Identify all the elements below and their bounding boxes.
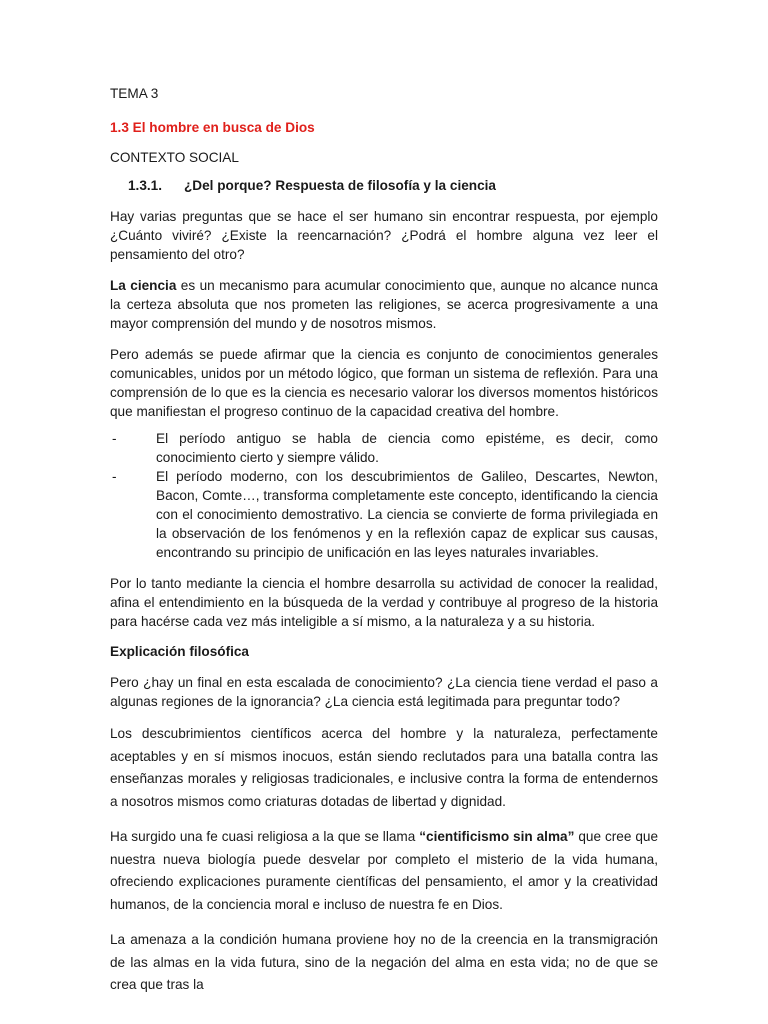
paragraph-questions-knowledge: Pero ¿hay un final en esta escalada de conocimiento? ¿La ciencia tiene verdad el paso a algunas regiones de la ignorancia? ¿La ciencia está legitimada para preguntar todo? — [110, 675, 658, 709]
paragraph-threat: La amenaza a la condición humana proviene hoy no de la creencia en la transmigración de las almas en la vida futura, sino de la negación del alma en esta vida; no de que se crea que tras la — [110, 932, 658, 992]
bullet-dash: - — [112, 469, 117, 484]
list-item — [110, 467, 658, 562]
list-item-text: El período antiguo se habla de ciencia como epistéme, es decir, como conocimiento cierto y siempre válido. — [156, 431, 658, 465]
list-item-text: El período moderno, con los descubrimientos de Galileo, Descartes, Newton, Bacon, Comte…, transforma completamente este concepto, identificando la ciencia con el conocimiento demostrativo. La ciencia se convierte de forma privilegiada en la observación de los fenómenos y en la reflexión capaz de explicar sus causas, encontrando su principio de unificación en las leyes naturales invariables. — [156, 469, 658, 560]
topic-label: TEMA 3 — [110, 86, 159, 101]
bullet-dash: - — [112, 431, 117, 446]
subsection-heading — [128, 177, 658, 195]
philosophical-explanation-heading: Explicación filosófica — [110, 644, 249, 659]
paragraph-science-definition — [110, 276, 658, 333]
paragraph-questions: Hay varias preguntas que se hace el ser humano sin encontrar respuesta, por ejemplo ¿Cuánto viviré? ¿Existe la reencarnación? ¿Podrá el hombre alguna vez leer el pensamiento del otro? — [110, 209, 658, 262]
section-title: 1.3 El hombre en busca de Dios — [110, 120, 315, 135]
term-cientificismo: “cientificismo sin alma” — [419, 829, 575, 844]
paragraph-scientific-discoveries: Los descubrimientos científicos acerca del hombre y la naturaleza, perfectamente aceptables y en sí mismos inocuos, están siendo reclutados para una batalla contra las enseñanzas morales y religiosas tradicionales, e inclusive contra la forma de entendernos a nosotros mismos como criaturas dotadas de libertad y dignidad. — [110, 726, 658, 809]
list-item — [110, 429, 658, 467]
paragraph-science-definition-text: es un mecanismo para acumular conocimiento que, aunque no alcance nunca la certeza absoluta que nos prometen las religiones, se acerca progresivamente a una mayor comprensión del mundo y de nosotros mismos. — [110, 278, 658, 331]
history-periods-list — [110, 429, 658, 562]
paragraph-scientism-start: Ha surgido una fe cuasi religiosa a la que se llama — [110, 829, 420, 844]
paragraph-scientism — [110, 826, 658, 916]
paragraph-conclusion: Por lo tanto mediante la ciencia el hombre desarrolla su actividad de conocer la realidad, afina el entendimiento en la búsqueda de la verdad y contribuye al progreso de la historia para hacérse cada vez más inteligible a sí mismo, a la naturaleza y a su historia. — [110, 576, 658, 629]
subsection-number: 1.3.1. — [128, 178, 163, 193]
subsection-title: ¿Del porque? Respuesta de filosofía y la ciencia — [184, 178, 496, 193]
context-label: CONTEXTO SOCIAL — [110, 150, 239, 165]
term-la-ciencia: La ciencia — [110, 278, 177, 293]
paragraph-scientism-end: que cree que nuestra nueva biología puede desvelar por completo el misterio de la vida humana, ofreciendo explicaciones puramente científicas del pensamiento, el amor y la creatividad humanos, de la conciencia moral e incluso de nuestra fe en Dios. — [110, 829, 659, 912]
paragraph-science-system: Pero además se puede afirmar que la ciencia es conjunto de conocimientos generales comunicables, unidos por un método lógico, que forman un sistema de reflexión. Para una comprensión de lo que es la ciencia es necesario valorar los diversos momentos históricos que manifiestan el progreso continuo de la capacidad creativa del hombre. — [110, 347, 658, 419]
